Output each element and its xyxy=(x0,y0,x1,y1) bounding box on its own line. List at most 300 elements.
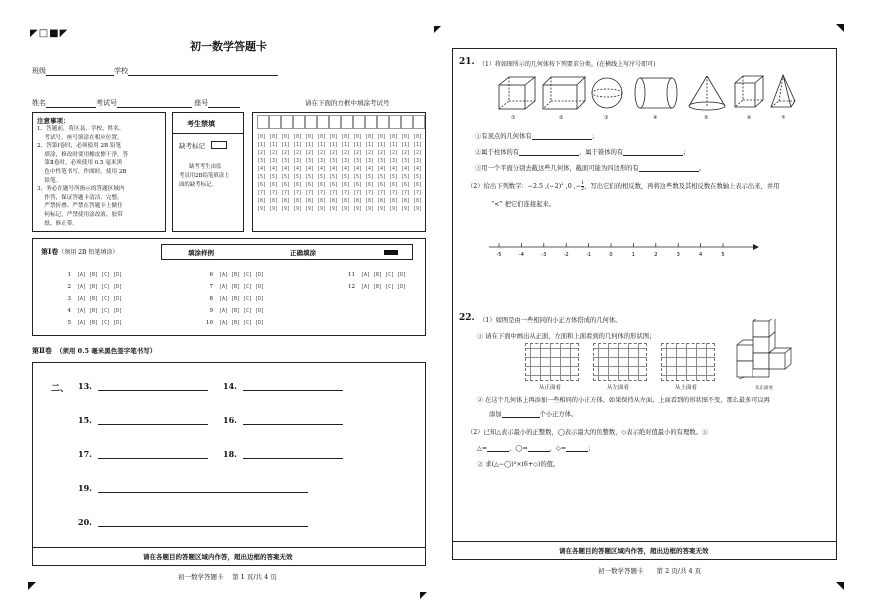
exam-digit-column xyxy=(413,133,425,213)
exam-digit-cell[interactable] xyxy=(389,115,401,129)
digit-bubble[interactable]: [0] xyxy=(317,134,327,140)
q22-part-2a: ② 在这个几何体上再添加一些相同的小正方体，如果保持从左面、上面看到的形状图不变，那么最多可以再 xyxy=(477,397,770,404)
digit-bubble[interactable]: [5] xyxy=(401,174,411,180)
digit-bubble[interactable]: [9] xyxy=(317,206,327,212)
q21-number: 21. xyxy=(459,57,475,67)
notice-title: 注意事项： xyxy=(37,117,70,125)
digit-bubble[interactable]: [6] xyxy=(389,182,399,188)
digit-bubble[interactable]: [2] xyxy=(305,150,315,156)
digit-bubble[interactable]: [4] xyxy=(317,166,327,172)
exam-digit-cell[interactable] xyxy=(317,115,329,129)
answer-line[interactable] xyxy=(502,417,540,418)
digit-bubble[interactable]: [7] xyxy=(413,190,423,196)
mc-option-bubbles[interactable]: [A] [B] [C] [D] xyxy=(77,272,123,278)
digit-bubble[interactable]: [5] xyxy=(317,174,327,180)
correct-fill-label: 正确填涂 xyxy=(290,249,316,257)
geometry-shapes xyxy=(497,73,797,121)
digit-bubble[interactable]: [2] xyxy=(341,150,351,156)
digit-bubble[interactable]: [0] xyxy=(257,134,267,140)
digit-bubble[interactable]: [7] xyxy=(305,190,315,196)
digit-bubble[interactable]: [8] xyxy=(365,198,375,204)
digit-bubble[interactable]: [1] xyxy=(353,142,363,148)
digit-bubble[interactable]: [7] xyxy=(257,190,267,196)
digit-bubble[interactable]: [6] xyxy=(257,182,267,188)
digit-bubble[interactable]: [3] xyxy=(353,158,363,164)
digit-bubble[interactable]: [8] xyxy=(293,198,303,204)
mc-option-bubbles[interactable]: [A] [B] [C] [D] xyxy=(77,308,123,314)
name-label: 姓名 xyxy=(32,99,46,107)
notice-box xyxy=(32,112,166,232)
digit-bubble[interactable]: [3] xyxy=(281,158,291,164)
exam-digit-column xyxy=(257,133,269,213)
q21-part-b: ②属于柱体的有 ，属于锥体的有 ； xyxy=(475,149,690,156)
digit-bubble[interactable]: [4] xyxy=(281,166,291,172)
digit-bubble[interactable]: [3] xyxy=(413,158,423,164)
number-line-tick-label: -1 xyxy=(586,252,592,258)
exam-digit-cell[interactable] xyxy=(353,115,365,129)
mc-question-row xyxy=(345,272,406,278)
mc-question-number: 11 xyxy=(348,272,355,278)
view-drawing-grid[interactable] xyxy=(593,343,647,381)
notice-line: 3、务必在题号所指示的答题区域内 xyxy=(37,186,125,193)
exam-digit-cell[interactable] xyxy=(305,115,317,129)
answer-line[interactable] xyxy=(528,451,550,452)
answer-line[interactable] xyxy=(519,155,579,156)
exam-digit-column xyxy=(269,133,281,213)
absent-note xyxy=(179,163,230,190)
digit-bubble[interactable]: [4] xyxy=(341,166,351,172)
digit-bubble[interactable]: [4] xyxy=(365,166,375,172)
digit-bubble[interactable]: [6] xyxy=(365,182,375,188)
mc-question-number: 12 xyxy=(348,284,355,290)
digit-bubble[interactable]: [8] xyxy=(257,198,267,204)
digit-bubble[interactable]: [1] xyxy=(377,142,387,148)
mc-option-bubbles[interactable]: [A] [B] [C] [D] xyxy=(361,284,407,290)
mc-question-row xyxy=(345,284,406,290)
digit-bubble[interactable]: [6] xyxy=(401,182,411,188)
exam-digit-cell[interactable] xyxy=(401,115,413,129)
answer-line[interactable] xyxy=(98,450,208,459)
digit-bubble[interactable]: [2] xyxy=(353,150,363,156)
school-label: 学校 xyxy=(114,67,128,75)
cube-shape xyxy=(499,77,535,109)
digit-bubble[interactable]: [6] xyxy=(305,182,315,188)
answer-line[interactable] xyxy=(243,382,343,391)
mc-question-number: 2 xyxy=(67,284,71,290)
fill-blank-18 xyxy=(223,449,343,459)
digit-bubble[interactable]: [3] xyxy=(257,158,267,164)
digit-bubble[interactable]: [0] xyxy=(413,134,423,140)
mc-question-row xyxy=(61,296,122,302)
exam-digit-column xyxy=(281,133,293,213)
number-line-tick-label: 5 xyxy=(721,252,725,258)
digit-bubble[interactable]: [5] xyxy=(389,174,399,180)
digit-bubble[interactable]: [1] xyxy=(401,142,411,148)
digit-bubble[interactable]: [2] xyxy=(257,150,267,156)
seat-label: 座号 xyxy=(194,99,209,107)
digit-bubble[interactable]: [2] xyxy=(389,150,399,156)
view-drawing-grid[interactable] xyxy=(525,343,579,381)
fill-blank-15 xyxy=(78,415,208,425)
digit-bubble[interactable]: [9] xyxy=(353,206,363,212)
digit-bubble[interactable]: [9] xyxy=(389,206,399,212)
digit-bubble[interactable]: [3] xyxy=(293,158,303,164)
digit-bubble[interactable]: [4] xyxy=(401,166,411,172)
answer-line[interactable] xyxy=(566,451,588,452)
exam-digit-column xyxy=(329,133,341,213)
exam-digit-column xyxy=(353,133,365,213)
q21-a-text: ①有顶点的几何体有 xyxy=(475,133,532,140)
digit-bubble[interactable]: [3] xyxy=(377,158,387,164)
sphere-shape xyxy=(592,78,622,108)
exam-no-field[interactable] xyxy=(117,107,192,108)
filled-sample-bubble xyxy=(384,250,398,255)
exam-digit-column xyxy=(377,133,389,213)
digit-bubble[interactable]: [1] xyxy=(293,142,303,148)
candidate-title: 考生禁填 xyxy=(187,119,215,128)
digit-bubble[interactable]: [7] xyxy=(365,190,375,196)
digit-bubble[interactable]: [2] xyxy=(413,150,423,156)
triangular-prism-shape xyxy=(735,76,763,107)
digit-bubble[interactable]: [8] xyxy=(341,198,351,204)
part1-title: 第Ⅰ卷 xyxy=(41,247,59,256)
number-line-tick-label: 3 xyxy=(676,252,680,258)
view-label: 从上面看 xyxy=(675,385,698,391)
q22-intro: （1）如图是由一些相同的小正方体搭成的几何体。 xyxy=(479,317,622,324)
question-number: 17. xyxy=(78,449,92,459)
digit-bubble[interactable]: [1] xyxy=(413,142,423,148)
exam-digit-cell[interactable] xyxy=(269,115,281,129)
digit-bubble[interactable]: [5] xyxy=(329,174,339,180)
class-field[interactable] xyxy=(46,75,114,76)
notice-line: 1、答题前，将区县、学校、姓名、 xyxy=(37,126,125,132)
digit-bubble[interactable]: [4] xyxy=(377,166,387,172)
exam-number-grid xyxy=(252,112,426,232)
mc-option-bubbles[interactable]: [A] [B] [C] [D] xyxy=(219,296,265,302)
digit-bubble[interactable]: [1] xyxy=(317,142,327,148)
question-number: 14. xyxy=(223,381,237,391)
digit-bubble[interactable]: [4] xyxy=(329,166,339,172)
exam-digit-cell[interactable] xyxy=(341,115,353,129)
cube-stack-figure xyxy=(731,319,801,381)
digit-bubble[interactable]: [5] xyxy=(413,174,423,180)
absent-checkbox[interactable] xyxy=(211,141,227,149)
digit-bubble[interactable]: [2] xyxy=(377,150,387,156)
name-field[interactable] xyxy=(46,107,96,108)
question-number: 13. xyxy=(78,381,92,391)
digit-bubble[interactable]: [1] xyxy=(389,142,399,148)
exam-digit-cell[interactable] xyxy=(281,115,293,129)
digit-bubble[interactable]: [7] xyxy=(401,190,411,196)
number-line-tick-label: 2 xyxy=(654,252,658,258)
fill-blank-13 xyxy=(78,381,208,391)
notice-line: 考试号、座号填涂在相应位置。 xyxy=(37,134,123,141)
mc-question-row xyxy=(203,272,264,278)
seat-field[interactable] xyxy=(208,107,240,108)
digit-bubble[interactable]: [4] xyxy=(413,166,423,172)
digit-bubble[interactable]: [8] xyxy=(269,198,279,204)
digit-bubble[interactable]: [3] xyxy=(269,158,279,164)
answer-line[interactable] xyxy=(639,171,699,172)
answer-line[interactable] xyxy=(98,518,308,527)
digit-bubble[interactable]: [5] xyxy=(281,174,291,180)
digit-bubble[interactable]: [6] xyxy=(269,182,279,188)
digit-bubble[interactable]: [2] xyxy=(281,150,291,156)
digit-bubble[interactable]: [2] xyxy=(329,150,339,156)
notice-line: 何标记，严禁使用涂改液、胶带 xyxy=(37,211,123,218)
digit-bubble[interactable]: [5] xyxy=(341,174,351,180)
digit-bubble[interactable]: [9] xyxy=(281,206,291,212)
answer-line[interactable] xyxy=(487,451,509,452)
class-label: 班级 xyxy=(32,67,46,75)
warning-text: 请在各题目的答题区域内作答，超出边框的答案无效 xyxy=(559,547,709,555)
digit-bubble[interactable]: [1] xyxy=(365,142,375,148)
answer-line[interactable] xyxy=(98,416,208,425)
digit-bubble[interactable]: [0] xyxy=(281,134,291,140)
digit-bubble[interactable]: [4] xyxy=(257,166,267,172)
digit-bubble[interactable]: [7] xyxy=(341,190,351,196)
part2-header xyxy=(32,346,156,356)
shape-number: ⑥ xyxy=(747,115,752,121)
digit-bubble[interactable]: [8] xyxy=(281,198,291,204)
fill-example-label: 填涂样例 xyxy=(188,249,214,257)
digit-bubble[interactable]: [2] xyxy=(293,150,303,156)
digit-bubble[interactable]: [4] xyxy=(389,166,399,172)
digit-bubble[interactable]: [4] xyxy=(293,166,303,172)
exam-digit-column xyxy=(317,133,329,213)
digit-bubble[interactable]: [3] xyxy=(329,158,339,164)
digit-bubble[interactable]: [9] xyxy=(341,206,351,212)
digit-bubble[interactable]: [0] xyxy=(329,134,339,140)
mc-question-row xyxy=(203,296,264,302)
absent-note-line: 面的缺考标记。 xyxy=(179,182,217,188)
digit-bubble[interactable]: [5] xyxy=(293,174,303,180)
number-line-tick-label: -4 xyxy=(518,252,524,258)
mc-option-bubbles[interactable]: [A] [B] [C] [D] xyxy=(219,284,265,290)
mc-option-bubbles[interactable]: [A] [B] [C] [D] xyxy=(219,308,265,314)
question-number: 15. xyxy=(78,415,92,425)
class-school-row xyxy=(32,66,278,76)
mc-question-row xyxy=(203,320,264,326)
corner-mark-mid-bottom xyxy=(420,592,427,599)
number-line xyxy=(483,237,763,259)
mc-option-bubbles[interactable]: [A] [B] [C] [D] xyxy=(77,284,123,290)
answer-line[interactable] xyxy=(243,450,343,459)
bubble-hint: 请在下面的方框中填涂考试号 xyxy=(305,99,390,107)
shape-number: ③ xyxy=(604,115,609,121)
digit-bubble[interactable]: [7] xyxy=(281,190,291,196)
digit-bubble[interactable]: [3] xyxy=(317,158,327,164)
corner-mark-bottom-left xyxy=(28,582,36,590)
mc-question-row xyxy=(61,284,122,290)
digit-bubble[interactable]: [1] xyxy=(305,142,315,148)
digit-bubble[interactable]: [7] xyxy=(389,190,399,196)
digit-bubble[interactable]: [5] xyxy=(365,174,375,180)
digit-bubble[interactable]: [0] xyxy=(401,134,411,140)
digit-bubble[interactable]: [0] xyxy=(353,134,363,140)
fill-example-box xyxy=(161,244,413,260)
answer-line[interactable] xyxy=(243,416,343,425)
digit-bubble[interactable]: [8] xyxy=(389,198,399,204)
exam-digit-column xyxy=(341,133,353,213)
mc-option-bubbles[interactable]: [A] [B] [C] [D] xyxy=(77,296,123,302)
fill-blank-16 xyxy=(223,415,343,425)
digit-bubble[interactable]: [6] xyxy=(317,182,327,188)
digit-bubble[interactable]: [7] xyxy=(293,190,303,196)
digit-bubble[interactable]: [7] xyxy=(377,190,387,196)
fill-blank-17 xyxy=(78,449,208,459)
mc-option-bubbles[interactable]: [A] [B] [C] [D] xyxy=(219,320,265,326)
shape-number-row xyxy=(497,115,797,123)
digit-bubble[interactable]: [6] xyxy=(353,182,363,188)
digit-bubble[interactable]: [4] xyxy=(305,166,315,172)
digit-bubble[interactable]: [1] xyxy=(281,142,291,148)
digit-bubble[interactable]: [7] xyxy=(329,190,339,196)
q22-part-2b xyxy=(489,409,577,418)
digit-bubble[interactable]: [6] xyxy=(293,182,303,188)
corner-marks-top-left: ◤□■◤ xyxy=(30,28,69,39)
exam-digit-cell[interactable] xyxy=(377,115,389,129)
digit-bubble[interactable]: [8] xyxy=(329,198,339,204)
part2-title: 第Ⅱ卷 xyxy=(32,346,52,355)
digit-bubble[interactable]: [8] xyxy=(353,198,363,204)
part1-box xyxy=(32,238,426,336)
digit-bubble[interactable]: [5] xyxy=(269,174,279,180)
digit-bubble[interactable]: [6] xyxy=(341,182,351,188)
notice-line: 纸、修正带。 xyxy=(37,220,78,227)
digit-bubble[interactable]: [5] xyxy=(305,174,315,180)
q21-part-a: ①有顶点的几何体有 ； xyxy=(475,133,598,140)
digit-bubble[interactable]: [8] xyxy=(377,198,387,204)
digit-bubble[interactable]: [2] xyxy=(401,150,411,156)
digit-bubble[interactable]: [8] xyxy=(305,198,315,204)
digit-bubble[interactable]: [0] xyxy=(377,134,387,140)
q22-number: 22. xyxy=(459,313,475,323)
question-number: 16. xyxy=(223,415,237,425)
digit-bubble[interactable]: [0] xyxy=(293,134,303,140)
exam-digit-cell[interactable] xyxy=(329,115,341,129)
q21-intro: （1）将如图所示的几何体按下列要求分类。(在横线上写序号即可) xyxy=(479,61,656,68)
mc-option-bubbles[interactable]: [A] [B] [C] [D] xyxy=(219,272,265,278)
digit-bubble[interactable]: [9] xyxy=(377,206,387,212)
digit-bubble[interactable]: [0] xyxy=(305,134,315,140)
notice-lines xyxy=(37,125,161,228)
digit-bubble[interactable]: [0] xyxy=(341,134,351,140)
digit-bubble[interactable]: [5] xyxy=(377,174,387,180)
absent-note-line: 考员用2B铅笔填涂上 xyxy=(179,173,230,179)
answer-line[interactable] xyxy=(98,382,208,391)
absent-label: 缺考标记 xyxy=(179,142,205,150)
shape-number: ① xyxy=(511,115,516,121)
digit-bubble[interactable]: [4] xyxy=(353,166,363,172)
digit-bubble[interactable]: [2] xyxy=(317,150,327,156)
exam-digit-cell[interactable] xyxy=(257,115,269,129)
digit-bubble[interactable]: [9] xyxy=(257,206,267,212)
digit-bubble[interactable]: [3] xyxy=(305,158,315,164)
digit-bubble[interactable]: [2] xyxy=(269,150,279,156)
digit-bubble[interactable]: [3] xyxy=(401,158,411,164)
q21-p2-text: （2）给出下列数字：−2.5 ,(−2) xyxy=(467,183,562,191)
digit-bubble[interactable]: [7] xyxy=(317,190,327,196)
digit-bubble[interactable]: [5] xyxy=(257,174,267,180)
exam-digit-column xyxy=(365,133,377,213)
digit-bubble[interactable]: [7] xyxy=(353,190,363,196)
part1-header xyxy=(41,247,118,257)
answer-line[interactable] xyxy=(98,484,308,493)
digit-bubble[interactable]: [3] xyxy=(341,158,351,164)
view-label: 从左面看 xyxy=(607,385,630,391)
digit-bubble[interactable]: [9] xyxy=(305,206,315,212)
q21-part-c: ③用一个平面分别去截这些几何体，截面可能为四边形的有 。 xyxy=(475,165,706,172)
exam-digit-cell[interactable] xyxy=(365,115,377,129)
q21-p2-line2: “<” 把它们连接起来。 xyxy=(491,201,556,208)
digit-bubble[interactable]: [1] xyxy=(329,142,339,148)
corner-mark-bottom-right xyxy=(836,582,844,590)
digit-bubble[interactable]: [1] xyxy=(341,142,351,148)
digit-bubble[interactable]: [8] xyxy=(413,198,423,204)
digit-bubble[interactable]: [3] xyxy=(389,158,399,164)
digit-bubble[interactable]: [9] xyxy=(329,206,339,212)
digit-bubble[interactable]: [6] xyxy=(413,182,423,188)
answer-line[interactable] xyxy=(623,155,683,156)
diamond-eq: ，◇= xyxy=(549,445,567,452)
q21-c-text: ③用一个平面分别去截这些几何体，截面可能为四边形的有 xyxy=(475,165,639,172)
view-drawing-grid[interactable] xyxy=(661,343,715,381)
digit-bubble[interactable]: [9] xyxy=(365,206,375,212)
question-number: 20. xyxy=(78,517,92,527)
digit-bubble[interactable]: [4] xyxy=(269,166,279,172)
q21-p2-text-2: ,0 ,− xyxy=(563,183,582,191)
digit-bubble[interactable]: [3] xyxy=(365,158,375,164)
digit-bubble[interactable]: [6] xyxy=(377,182,387,188)
digit-bubble[interactable]: [1] xyxy=(269,142,279,148)
mc-option-bubbles[interactable]: [A] [B] [C] [D] xyxy=(361,272,407,278)
digit-bubble[interactable]: [8] xyxy=(401,198,411,204)
digit-bubble[interactable]: [9] xyxy=(401,206,411,212)
digit-bubble[interactable]: [9] xyxy=(413,206,423,212)
digit-bubble[interactable]: [0] xyxy=(269,134,279,140)
digit-bubble[interactable]: [9] xyxy=(269,206,279,212)
mc-question-number: 1 xyxy=(67,272,71,278)
mc-option-bubbles[interactable]: [A] [B] [C] [D] xyxy=(77,320,123,326)
digit-bubble[interactable]: [0] xyxy=(365,134,375,140)
digit-bubble[interactable]: [1] xyxy=(257,142,267,148)
answer-line[interactable] xyxy=(532,139,592,140)
digit-bubble[interactable]: [9] xyxy=(293,206,303,212)
digit-bubble[interactable]: [6] xyxy=(329,182,339,188)
fill-blank-19 xyxy=(78,483,308,493)
digit-bubble[interactable]: [0] xyxy=(389,134,399,140)
question-number: 19. xyxy=(78,483,92,493)
eq-end: ； xyxy=(588,445,595,452)
exam-digit-cell[interactable] xyxy=(293,115,305,129)
page-footer: 初一数学答题卡 第 2 页/共 4 页 xyxy=(598,567,702,575)
digit-bubble[interactable]: [6] xyxy=(281,182,291,188)
digit-bubble[interactable]: [7] xyxy=(269,190,279,196)
digit-bubble[interactable]: [2] xyxy=(365,150,375,156)
mc-question-number: 8 xyxy=(209,296,213,302)
fill-blank-14 xyxy=(223,381,343,391)
digit-bubble[interactable]: [5] xyxy=(353,174,363,180)
question-number: 18. xyxy=(223,449,237,459)
q21-part-2: （2）给出下列数字：−2.5 $,(-2)^2$ ,0 ,− $\frac{1}{2}$ ，写出它们的相反数，再将这些数及其相反数在数轴上表示出来，并用 xyxy=(467,180,780,193)
mc-question-number: 3 xyxy=(67,296,71,302)
exam-digit-cell[interactable] xyxy=(413,115,425,129)
school-field[interactable] xyxy=(128,75,278,76)
digit-bubble[interactable]: [8] xyxy=(317,198,327,204)
q21-p2-text-3: ，写出它们的相反数，再将这些数及其相反数在数轴上表示出来，并用 xyxy=(584,183,780,191)
shape-number: ⑤ xyxy=(704,115,709,121)
